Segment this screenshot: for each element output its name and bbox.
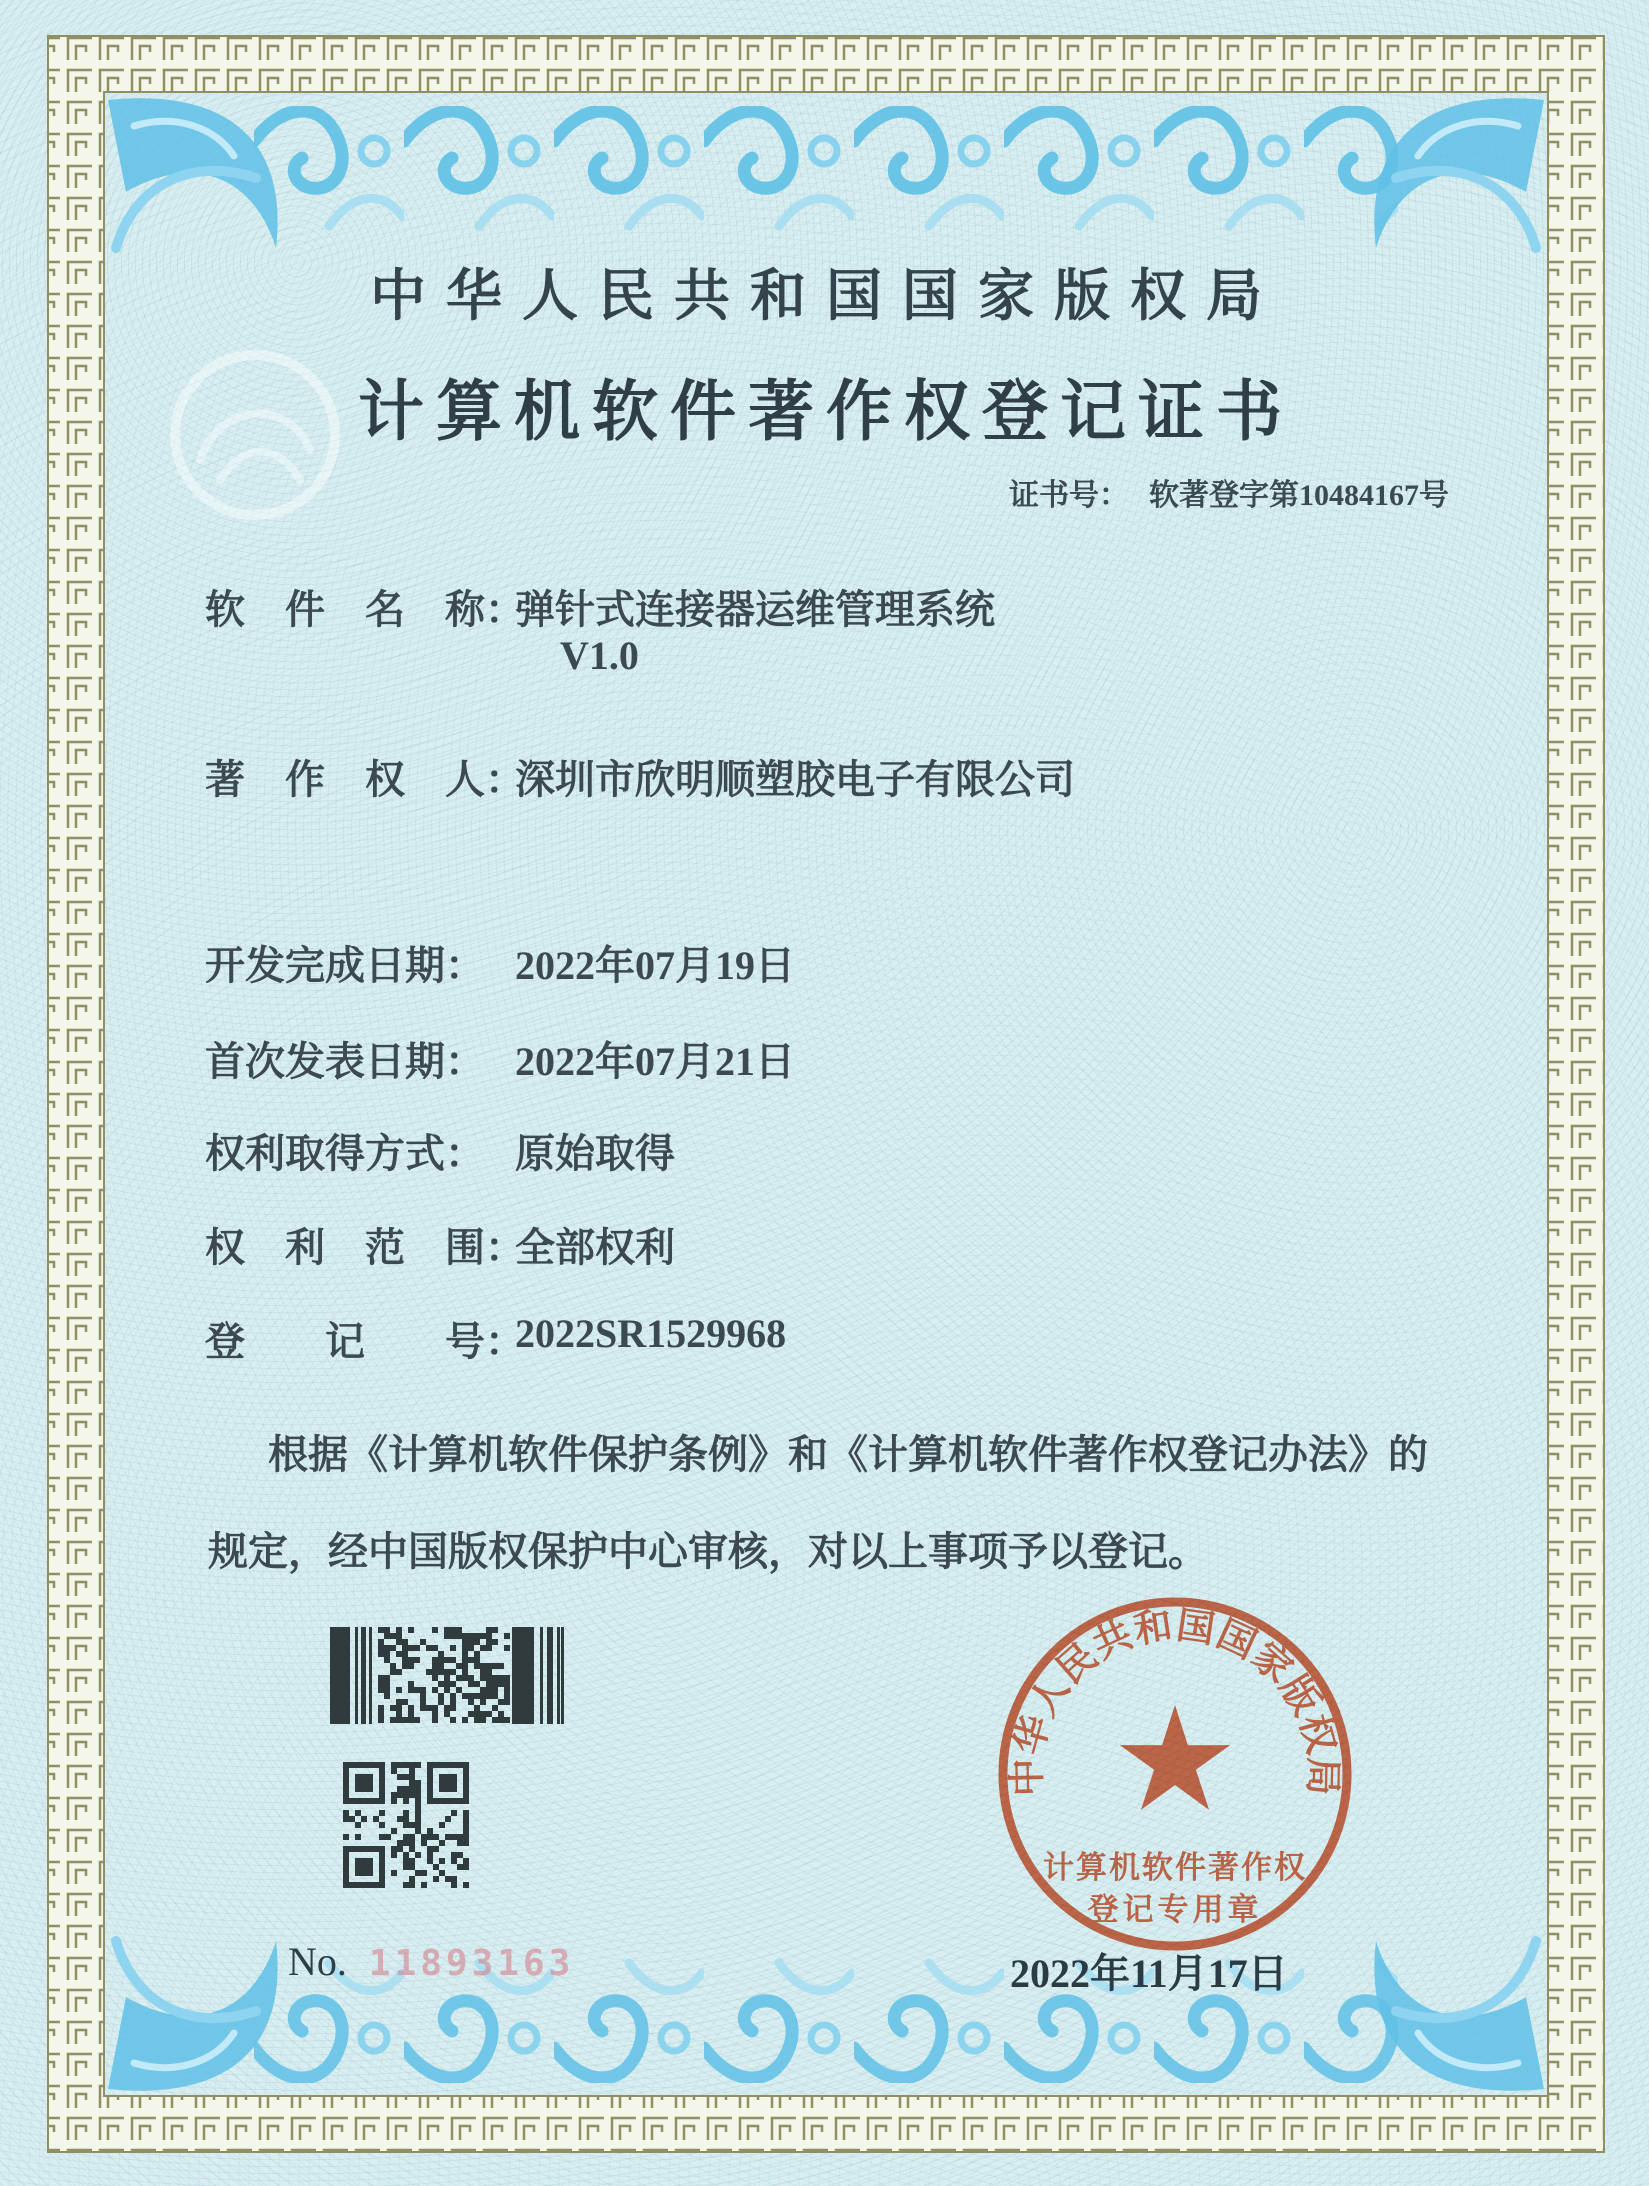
field-value: 2022SR1529968	[515, 1311, 787, 1356]
field-label: 开发完成日期：	[205, 943, 485, 988]
seal-star-icon	[1120, 1705, 1230, 1810]
software-version: V1.0	[560, 633, 639, 678]
field-label: 首次发表日期：	[205, 1039, 485, 1084]
statement-line-2: 规定，经中国版权保护中心审核，对以上事项予以登记。	[208, 1529, 1208, 1574]
certificate-number-line	[1009, 470, 1449, 514]
field-value: 2022年07月19日	[515, 943, 795, 988]
seal-arc-text: 中华人民共和国国家版权局	[1006, 1604, 1344, 1797]
field-value: 全部权利	[515, 1225, 675, 1270]
statement-line-1: 根据《计算机软件保护条例》和《计算机软件著作权登记办法》的	[268, 1432, 1428, 1477]
serial-number-line	[288, 1938, 574, 1985]
certificate-title: 计算机软件著作权登记证书	[358, 376, 1294, 449]
barcode	[330, 1627, 564, 1724]
serial-number: 11893163	[368, 1943, 575, 1984]
issue-date: 2022年11月17日	[1010, 1951, 1288, 1996]
field-value: 弹针式连接器运维管理系统	[515, 587, 995, 632]
qr-code	[343, 1762, 469, 1888]
field-label: 登 记 号：	[205, 1319, 525, 1364]
field-label: 著 作 权 人：	[205, 757, 525, 802]
certificate-number-value: 软著登字第10484167号	[1149, 479, 1449, 512]
field-label: 软 件 名 称：	[205, 587, 525, 632]
issuing-authority: 中华人民共和国国家版权局	[370, 266, 1282, 328]
field-label: 权 利 范 围：	[205, 1225, 525, 1270]
field-value: 原始取得	[515, 1131, 675, 1176]
serial-prefix: No.	[288, 1939, 347, 1984]
field-value: 2022年07月21日	[515, 1039, 795, 1084]
certificate-number-label: 证书号：	[1009, 479, 1129, 512]
official-seal	[985, 1578, 1365, 1978]
field-label: 权利取得方式：	[205, 1131, 485, 1176]
seal-text-line-2: 登记专用章	[1087, 1892, 1263, 1927]
field-value: 深圳市欣明顺塑胶电子有限公司	[515, 757, 1075, 802]
seal-text-line-1: 计算机软件著作权	[1043, 1850, 1307, 1885]
